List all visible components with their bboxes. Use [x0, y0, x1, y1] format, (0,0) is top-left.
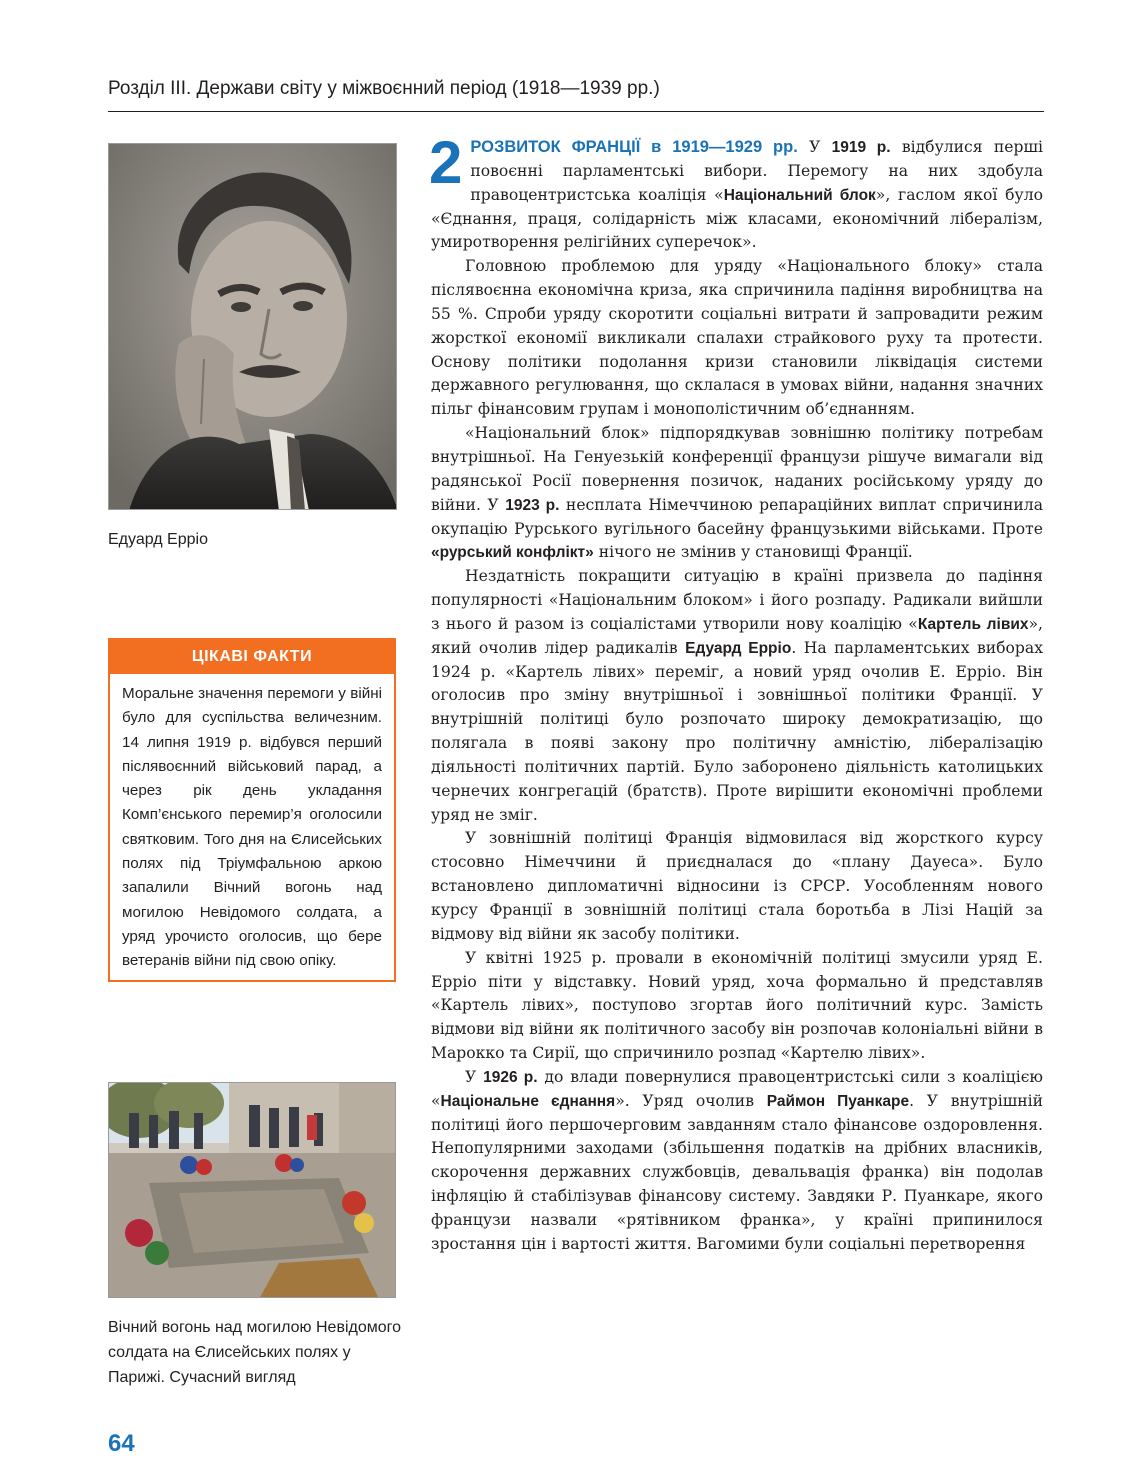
- facts-body: Моральне значення перемоги у війні було для суспільства величезним. 14 липня 1919 р. відбувся перший післявоєнний військовий парад, а через рік день укладання Комп’єнського перемир’я оголосили святковим. Того дня на Єлисейських полях під Тріумфальною аркою запалили Вічний вогонь над могилою Невідомого солдата, а уряд урочисто оголосив, що бере ветеранів війни під свою опіку.: [122, 685, 382, 970]
- text-run: », гаслом якої було «Єднання, праця, солідарність між класами, економічний лібералізм, умиротворення релігійних суперечок».: [431, 185, 1044, 252]
- text-run: У: [797, 138, 832, 156]
- section-title: РОЗВИТОК ФРАНЦІЇ в 1919—1929 рр.: [470, 138, 798, 156]
- paragraph-5: У зовнішній політиці Франція відмовилася від жорсткого курсу стосовно Німеччини й приєдналася до «плану Дауеса». Було встановлено дипломатичні відносини із СРСР. Уособленням нового курсу Франції в зовнішній політиці стала боротьба в Лізі Націй за відмову від війни як засобу політики.: [431, 829, 1043, 943]
- bold-term: «рурський конфлікт»: [431, 544, 594, 562]
- page-number: 64: [108, 1430, 135, 1457]
- bold-term: Національне єднання: [440, 1092, 616, 1110]
- section-number: 2: [429, 129, 463, 196]
- bold-term: Едуард Ерріо: [685, 639, 792, 657]
- bold-term: Картель лівих: [917, 615, 1029, 633]
- text-run: . На парламентських виборах 1924 р. «Картель лівих» переміг, а новий уряд очолив Е. Ерріо. Він оголосив про зміну внутрішньої і зовнішньої політики Франції. У внутрішній політиці було розпочато широку демократизацію, що полягала в появі закону про політичну амністію, лібералізацію діяльності політичних партій. Було заборонено діяльність католицьких чернечих конгрегацій (братств). Проте вирішити економічні проблеми уряд не зміг.: [431, 638, 1044, 824]
- text-run: нічого не змінив у становищі Франції.: [593, 543, 913, 562]
- paragraph-6: У квітні 1925 р. провали в економічній політиці змусили уряд Е. Ерріо піти у відставку. Новий уряд, хоча формально й представляв «Картель лівих», поступово згортав його політичний курс. Замість відмови від війни як політичного засобу він розпочав колоніальні війни в Марокко та Сирії, що спричинило розпад «Картелю лівих».: [431, 948, 1043, 1063]
- paragraph-1: [429, 129, 1044, 255]
- main-text: [429, 129, 1044, 1257]
- bold-term: 1926 р.: [483, 1068, 538, 1086]
- running-header: Розділ ІІІ. Держави світу у міжвоєнний період (1918—1939 рр.): [108, 78, 1044, 112]
- text-run: ». Уряд очолив: [615, 1091, 767, 1110]
- bold-term: 1923 р.: [505, 496, 560, 514]
- paragraph-2: Головною проблемою для уряду «Національного блоку» стала післявоєнна економічна криза, яка спричинила падіння виробництва на 55 %. Спроби уряду скоротити соціальні витрати й запровадити режим жорсткої економії викликали спалахи страйкового руху та протести. Основу політики подолання кризи становили ліквідація системи державного регулювання, що склалася в умовах війни, надання значних пільг фінансовим групам і монополістичним об’єднанням.: [431, 257, 1043, 419]
- bold-term: 1919 р.: [831, 139, 891, 156]
- text-run: несплата Німеччиною репараційних виплат спричинила окупацію Рурського вугільного басейну французькими військами. Проте: [431, 495, 1044, 538]
- paragraph-7: [431, 1066, 1043, 1257]
- memorial-caption: Вічний вогонь над могилою Невідомого солдата на Єлисейських полях у Парижі. Сучасний вигляд: [108, 1319, 402, 1386]
- text-run: «Національний блок» підпорядкував зовнішню політику потребам внутрішньої. На Генуезькій конференції французи рішуче вимагали від радянської Росії повернення позичок, наданих російському уряду до війни. У: [431, 424, 1043, 514]
- text-run: », який очолив лідер радикалів: [431, 614, 1043, 657]
- text-run: до влади повернулися правоцентристські сили з коаліцією «: [431, 1067, 1043, 1110]
- text-run: відбулися перші повоєнні парламентські вибори. Перемогу на них здобула правоцентристська коаліція «: [470, 138, 1043, 204]
- text-run: . У внутрішній політиці його першочерговим завданням стало фінансове оздоровлення. Непопулярними заходами (збільшення податків на дрібних власників, скорочення державних службовців, девальвація франка) він подолав інфляцію й стабілізував фінансову систему. Завдяки Р. Пуанкаре, якого французи назвали «рятівником франка», у країні припинилося зростання цін і вартості життя. Вагомими були соціальні перетворення: [431, 1091, 1043, 1253]
- memorial-photo: [108, 1082, 396, 1298]
- facts-box: [108, 638, 396, 982]
- portrait-caption: Едуард Ерріо: [108, 531, 208, 548]
- bold-term: Раймон Пуанкаре: [766, 1092, 910, 1110]
- bold-term: Національний блок: [723, 186, 876, 204]
- portrait-illustration: [109, 144, 397, 510]
- memorial-illustration: [109, 1083, 396, 1298]
- facts-title: ЦІКАВІ ФАКТИ: [110, 640, 394, 674]
- text-run: Нездатність покращити ситуацію в країні призвела до падіння популярності «Національним блоком» і його розпаду. Радикали вийшли з нього й разом із соціалістами утворили нову коаліцію «: [431, 567, 1043, 633]
- portrait-photo: [108, 143, 397, 510]
- paragraph-3: [431, 422, 1043, 565]
- paragraph-4: [431, 565, 1043, 827]
- text-run: У: [465, 1067, 484, 1086]
